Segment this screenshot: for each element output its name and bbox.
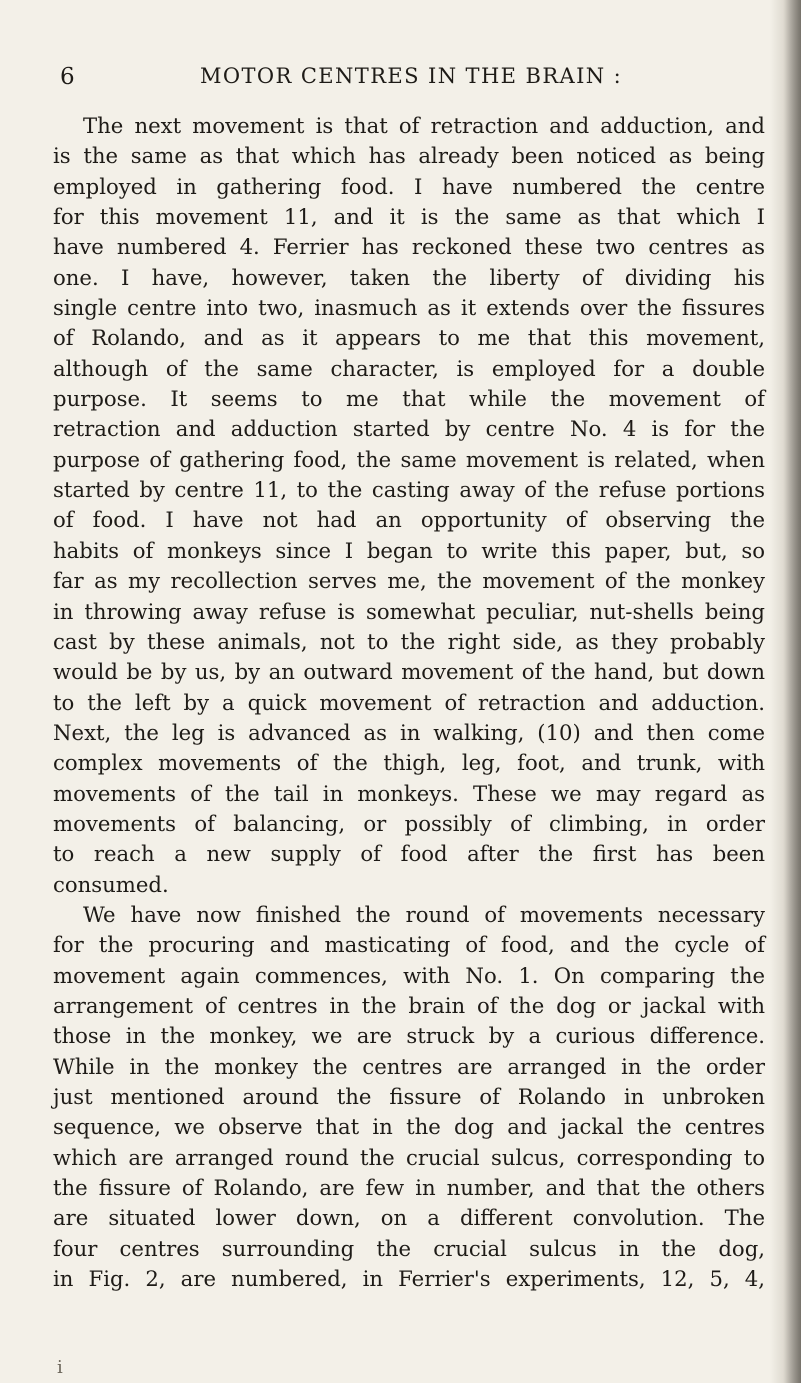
body-text bbox=[53, 111, 765, 1294]
text-line: movements of the tail in monkeys. These we may regard as bbox=[53, 780, 765, 806]
text-line: in Fig. 2, are numbered, in Ferrier's experiments, 12, 5, 4, bbox=[53, 1266, 765, 1292]
text-line: complex movements of the thigh, leg, foot, and trunk, with bbox=[53, 750, 765, 776]
footer-mark: i bbox=[57, 1357, 63, 1378]
text-line: purpose of gathering food, the same movement is related, when bbox=[53, 446, 765, 472]
text-line: movements of balancing, or possibly of climbing, in order bbox=[53, 810, 765, 836]
text-line: Next, the leg is advanced as in walking, (10) and then come bbox=[53, 719, 765, 745]
binding-shadow bbox=[783, 0, 801, 1383]
text-line: four centres surrounding the crucial sulcus in the dog, bbox=[53, 1235, 765, 1261]
text-line: movement again commences, with No. 1. On comparing the bbox=[53, 962, 765, 988]
text-line: in throwing away refuse is somewhat peculiar, nut-shells being bbox=[53, 598, 765, 624]
text-line: purpose. It seems to me that while the movement of bbox=[53, 386, 765, 412]
text-line: the fissure of Rolando, are few in number, and that the others bbox=[53, 1175, 765, 1201]
text-line: is the same as that which has already been noticed as being bbox=[53, 143, 765, 169]
text-line: We have now finished the round of movements necessary bbox=[83, 901, 765, 927]
text-line: of Rolando, and as it appears to me that this movement, bbox=[53, 325, 765, 351]
text-line: for the procuring and masticating of food, and the cycle of bbox=[53, 932, 765, 958]
text-line: just mentioned around the fissure of Rolando in unbroken bbox=[53, 1084, 765, 1109]
text-line: cast by these animals, not to the right side, as they probably bbox=[53, 628, 765, 654]
text-line: While in the monkey the centres are arranged in the order bbox=[53, 1053, 765, 1079]
text-line: are situated lower down, on a different convolution. The bbox=[53, 1205, 765, 1231]
text-line: for this movement 11, and it is the same as that which I bbox=[53, 204, 765, 230]
running-head: MOTOR CENTRES IN THE BRAIN : bbox=[200, 64, 623, 88]
text-line: employed in gathering food. I have numbered the centre bbox=[53, 173, 765, 199]
text-line: one. I have, however, taken the liberty of dividing his bbox=[53, 264, 765, 290]
text-line: of food. I have not had an opportunity of observing the bbox=[53, 507, 765, 533]
text-line: started by centre 11, to the casting away of the refuse portions bbox=[53, 477, 765, 503]
page-header bbox=[60, 64, 760, 94]
text-line: retraction and adduction started by centre No. 4 is for the bbox=[53, 416, 765, 442]
text-line: consumed. bbox=[53, 871, 169, 897]
text-line: far as my recollection serves me, the movement of the monkey bbox=[53, 568, 765, 594]
text-line: to reach a new supply of food after the first has been bbox=[53, 841, 765, 867]
page-number: 6 bbox=[60, 64, 76, 90]
text-line: The next movement is that of retraction and adduction, and bbox=[83, 113, 765, 138]
text-line: single centre into two, inasmuch as it extends over the fissures bbox=[53, 295, 765, 321]
text-line: arrangement of centres in the brain of the dog or jackal with bbox=[53, 992, 765, 1018]
text-line: which are arranged round the crucial sulcus, corresponding to bbox=[53, 1144, 765, 1170]
text-line: sequence, we observe that in the dog and jackal the centres bbox=[53, 1114, 765, 1140]
text-line: have numbered 4. Ferrier has reckoned these two centres as bbox=[53, 234, 765, 260]
text-line: those in the monkey, we are struck by a curious difference. bbox=[53, 1023, 765, 1049]
text-line: although of the same character, is employed for a double bbox=[53, 355, 765, 381]
text-line: habits of monkeys since I began to write this paper, but, so bbox=[53, 537, 765, 563]
text-line: would be by us, by an outward movement of the hand, but down bbox=[53, 659, 765, 685]
text-line: to the left by a quick movement of retraction and adduction. bbox=[53, 689, 765, 715]
